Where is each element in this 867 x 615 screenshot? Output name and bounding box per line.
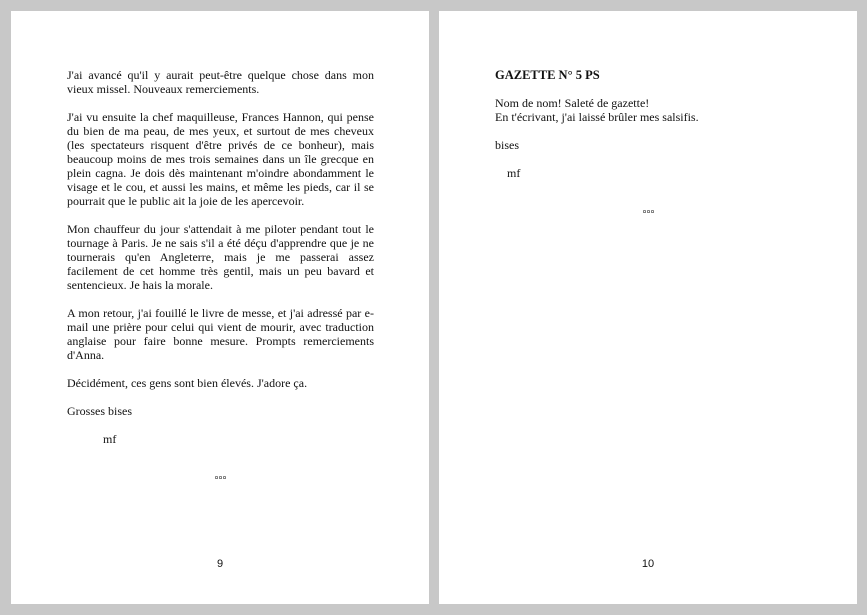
paragraph-line: En t'écrivant, j'ai laissé brûler mes salsifis. bbox=[495, 110, 699, 124]
closing-line: Grosses bises bbox=[67, 404, 132, 418]
left-page-content bbox=[67, 68, 374, 488]
paragraph: Décidément, ces gens sont bien élevés. J'adore ça. bbox=[67, 376, 308, 390]
paragraph: Mon chauffeur du jour s'attendait à me piloter pendant tout le tournage à Paris. Je ne sais s'il a été déçu d'apprendre que je ne tournerais qu'en Angleterre, mais je me passerai assez facilement de cet homme très gentil, mais un peu bavard et sentencieux. Je hais la morale. bbox=[67, 222, 374, 292]
gazette-heading: GAZETTE N° 5 PS bbox=[495, 68, 600, 82]
paragraph: J'ai vu ensuite la chef maquilleuse, Frances Hannon, qui pense du bien de ma peau, de mes yeux, et surtout de mes cheveux (les spectateurs risquent d'être privés de ce bonheur), mais beaucoup moins de mes trois semaines dans un île grecque en plein cagna. Je dois dès maintenant m'oindre abondamment le visage et le cou, et aussi les mains, et même les pieds, car il se pourrait que le public ait la joie de les apercevoir. bbox=[67, 110, 374, 208]
signature: mf bbox=[507, 166, 521, 180]
paragraph: J'ai avancé qu'il y aurait peut-être quelque chose dans mon vieux missel. Nouveaux remerciements. bbox=[67, 68, 374, 96]
paragraph-line: Nom de nom! Saleté de gazette! bbox=[495, 96, 650, 110]
paragraph: A mon retour, j'ai fouillé le livre de messe, et j'ai adressé par e-mail une prière pour celui qui vient de mourir, avec traduction anglaise pour faire bonne mesure. Prompts remerciements d'Anna. bbox=[67, 306, 374, 362]
right-page bbox=[439, 11, 857, 604]
section-separator: °°° bbox=[214, 475, 227, 486]
paragraph bbox=[495, 96, 802, 124]
left-page bbox=[11, 11, 429, 604]
signature: mf bbox=[103, 432, 117, 446]
page-number: 10 bbox=[641, 558, 655, 570]
section-separator: °°° bbox=[642, 209, 655, 220]
page-number: 9 bbox=[216, 558, 224, 570]
closing-line: bises bbox=[495, 138, 519, 152]
right-page-content bbox=[495, 68, 802, 222]
